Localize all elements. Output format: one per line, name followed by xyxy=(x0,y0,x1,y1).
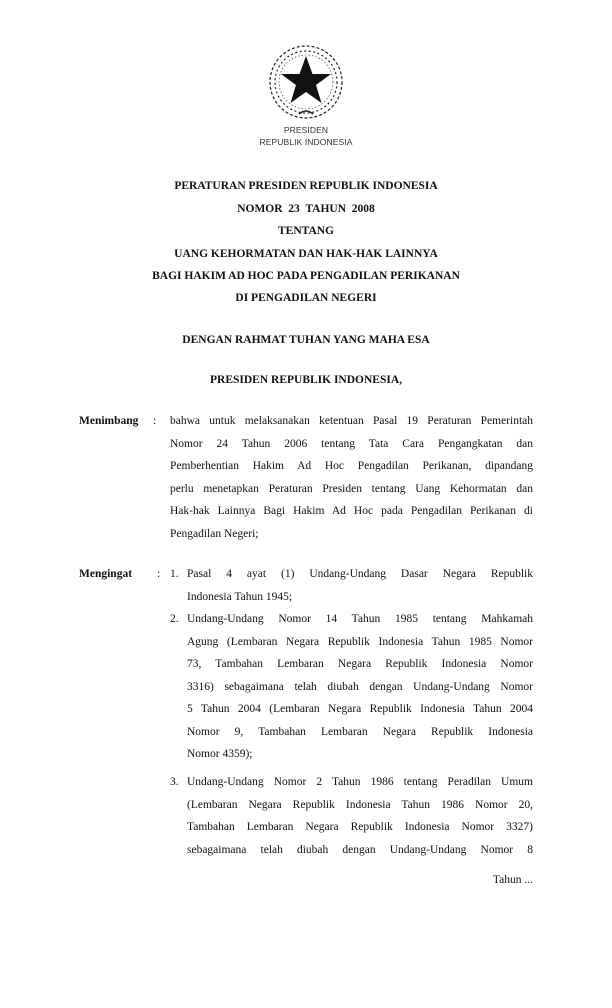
title-line-5: BAGI HAKIM AD HOC PADA PENGADILAN PERIKANAN xyxy=(152,270,460,282)
menimbang-text: bahwa untuk melaksanakan ketentuan Pasal 19 Peraturan Pemerintah Nomor 24 Tahun 2006 tentang Tata Cara Pengangkatan dan Pemberhentian Hakim Ad Hoc Pengadilan Perikanan, dipandang perlu menetapkan Peraturan Presiden tentang Uang Kehormatan dan Hak-hak Lainnya Bagi Hakim Ad Hoc pada Pengadilan Perikanan di Pengadilan Negeri; xyxy=(170,415,533,540)
mengingat-item-1: Pasal 4 ayat (1) Undang-Undang Dasar Negara Republik Indonesia Tahun 1945; xyxy=(187,568,533,603)
presidential-emblem-icon xyxy=(266,42,346,122)
title-line-3: TENTANG xyxy=(277,225,335,237)
mengingat-item-3: Undang-Undang Nomor 2 Tahun 1986 tentang Peradilan Umum (Lembaran Negara Republik Indonesia Tahun 1986 Nomor 20, Tambahan Lembaran Negara Republik Indonesia Nomor 3327) sebagaimana telah diubah dengan Undang-Undang Nomor 8 xyxy=(187,776,533,856)
menimbang-colon: : xyxy=(153,415,157,427)
menimbang-label: Menimbang xyxy=(79,415,139,427)
blessing-heading: DENGAN RAHMAT TUHAN YANG MAHA ESA xyxy=(182,334,430,346)
mengingat-colon: : xyxy=(157,568,161,580)
title-line-4: UANG KEHORMATAN DAN HAK-HAK LAINNYA xyxy=(174,248,438,260)
mengingat-item-2: Undang-Undang Nomor 14 Tahun 1985 tentang Mahkamah Agung (Lembaran Negara Republik Indonesia Tahun 1985 Nomor 73, Tambahan Lembaran Negara Republik Indonesia Nomor 3316) sebagaimana telah diubah dengan Undang-Undang Nomor 5 Tahun 2004 (Lembaran Negara Republik Indonesia Tahun 2004 Nomor 9, Tambahan Lembaran Negara Republik Indonesia Nomor 4359); xyxy=(187,613,533,760)
mengingat-item-2-number: 2. xyxy=(170,613,179,625)
title-line-1: PERATURAN PRESIDEN REPUBLIK INDONESIA xyxy=(174,180,438,192)
header-republic-label: REPUBLIK INDONESIA xyxy=(259,137,353,147)
page-continuation: Tahun ... xyxy=(492,874,533,886)
title-line-2: NOMOR 23 TAHUN 2008 xyxy=(237,203,375,215)
mengingat-item-1-number: 1. xyxy=(170,568,179,580)
mengingat-item-3-number: 3. xyxy=(170,776,179,788)
header-president-label: PRESIDEN xyxy=(283,125,329,135)
mengingat-label: Mengingat xyxy=(79,568,133,580)
authority-heading: PRESIDEN REPUBLIK INDONESIA, xyxy=(209,374,403,386)
title-line-6: DI PENGADILAN NEGERI xyxy=(235,292,377,304)
